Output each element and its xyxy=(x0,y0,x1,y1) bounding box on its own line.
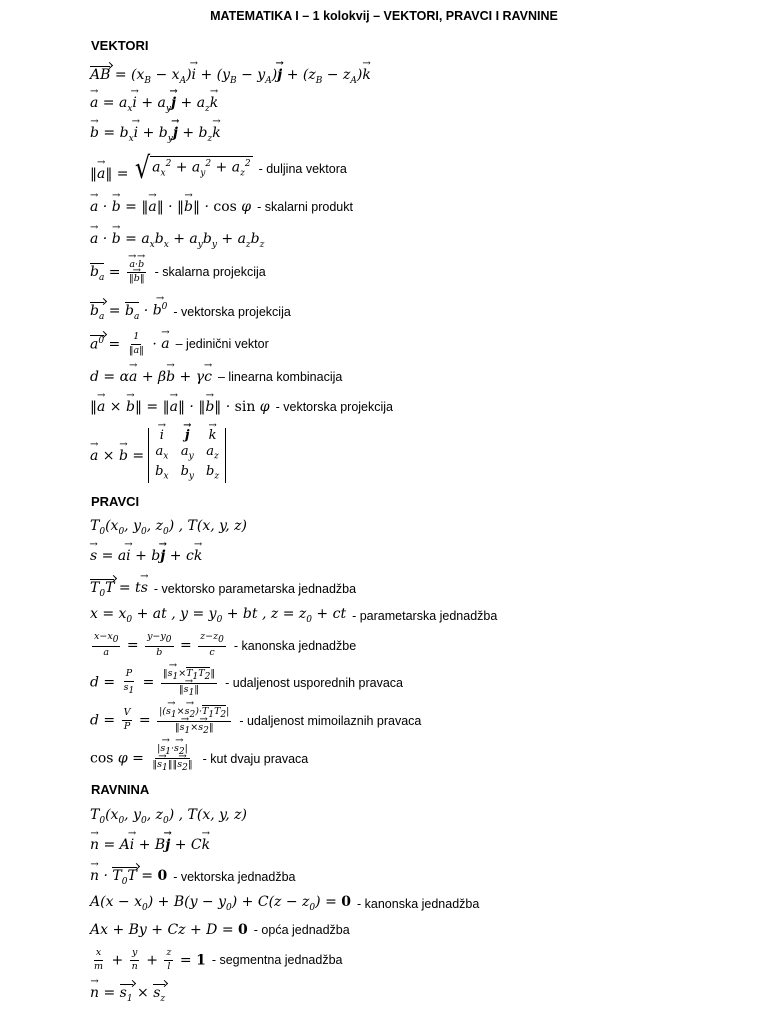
formula-unit-vector: $a^0$ = $\frac{1}{‖a‖}$ · a → – jedinični vektor xyxy=(90,332,269,357)
desc-opca: - opća jednadžba xyxy=(253,923,350,937)
desc-segmentna: - segmentna jednadžba xyxy=(211,953,343,968)
desc-kanonska-ravnina: - kanonska jednadžba xyxy=(357,896,480,911)
formula-points-plane: $T_0(x_0$, $y_0$, $z_0$) , T(x, y, z) xyxy=(90,807,247,826)
formula-direction-vector: s → = ai → + bj → + ck → xyxy=(90,549,202,563)
formula-vector-b: b → = $b_xi$ → + $b_yj$ → + $b_zk$ → xyxy=(90,126,221,144)
formula-vector-ab: AB = $(x_B - x_A)i$ → + $(y_B - y_A)j$ → + $(z_B - z_A)k$ → xyxy=(90,66,371,86)
formula-line-canonical: $\frac{x-x_0}{a}$ = $\frac{y-y_0}{b}$ = $\frac{z-z_0}{c}$ - kanonska jednadžbe xyxy=(94,631,357,659)
desc-vektorsko-parametarska: - vektorsko parametarska jednadžba xyxy=(153,581,357,596)
desc-vektorska-ravnina: - vektorska jednadžba xyxy=(173,869,296,884)
formula-line-vector-parametric: $T_0T$ = ts → - vektorsko parametarska jednadžba xyxy=(90,579,356,599)
desc-jedinicni: – jedinični vektor xyxy=(175,337,269,352)
desc-skalarna-projekcija: - skalarna projekcija xyxy=(154,265,266,280)
formula-plane-general: Ax + By + Cz + D = 0 - opća jednadžba xyxy=(90,922,350,938)
formula-vector-projection: $b_a = b_a \cdot b^0$ → - vektorska projekcija xyxy=(90,302,291,322)
formula-cross-product-determinant: a → × b → = i → j → k → $a_x$ $a_y$ $a_z$ $b_x$ $b_y$ $b_z$ xyxy=(90,428,226,483)
desc-linearna: – linearna kombinacija xyxy=(217,370,343,384)
section-heading-pravci: PRAVCI xyxy=(91,494,140,509)
determinant-matrix: i → j → k → $a_x$ $a_y$ $a_z$ $b_x$ $b_y$ $b_z$ xyxy=(148,428,226,483)
desc-mimoilazni: - udaljenost mimoilaznih pravaca xyxy=(239,713,422,728)
desc-parametarska: - parametarska jednadžba xyxy=(352,608,498,623)
formula-plane-segment: $\frac{x}{m}$ + $\frac{y}{n}$ + $\frac{z}{l}$ = 1 - segmentna jednadžba xyxy=(94,947,343,972)
formula-cross-product-sin: ‖a → × b →‖ = ‖a →‖ · ‖b →‖ · sin φ - vektorska projekcija xyxy=(90,400,393,414)
formula-parallel-distance: d = $\frac{P}{s_1}$ = $\frac{‖s_1 \to\times T_1T_2‖}{‖s_1 \to‖}$ - udaljenost usporednih pravaca xyxy=(90,667,403,698)
desc-duljina: - duljina vektora xyxy=(258,162,347,176)
formula-points-line: $T_0(x_0$, $y_0$, $z_0$) , T(x, y, z) xyxy=(90,518,247,537)
desc-usporedni: - udaljenost usporednih pravaca xyxy=(225,675,404,690)
formula-vector-a: a → = $a_xi$ → + $a_yj$ → + $a_zk$ → xyxy=(90,96,218,114)
formula-linear-combination: d = αa → + βb → + γc → – linearna kombinacija xyxy=(90,370,342,384)
formula-normal-cross-product: n → = $s_1 \times s_z$ xyxy=(90,984,165,1004)
formula-scalar-projection: $b_a$ = $\frac{a \to\cdot b \to}{‖b \to‖}$ - skalarna projekcija xyxy=(90,260,266,285)
formula-dot-product-cos: a → · b → = ‖a →‖ · ‖b →‖ · cos φ - skalarni produkt xyxy=(90,200,353,214)
formula-vector-length: ‖a →‖ = √ $a_x^2 + a_y^2 + a_z^2$ - duljina vektora xyxy=(90,156,347,182)
desc-skalarni-produkt: - skalarni produkt xyxy=(257,200,353,214)
formula-skew-distance: d = $\frac{V}{P}$ = $\frac{|(s_1 \to\times s_2 \to)\cdot T_1T_2|}{‖s_1 \to\times s_2 \to‖}$ - udaljenost mimoilaznih pravaca xyxy=(90,705,421,736)
desc-kut: - kut dvaju pravaca xyxy=(202,751,309,766)
section-heading-ravnina: RAVNINA xyxy=(91,782,150,797)
formula-normal-vector: n → = Ai → + Bj → + Ck → xyxy=(90,838,210,852)
desc-vektorska-projekcija-1: - vektorska projekcija xyxy=(173,304,291,319)
desc-kanonska-pravac: - kanonska jednadžbe xyxy=(233,638,357,653)
formula-plane-vector: n → · $T_0T = 0$ - vektorska jednadžba xyxy=(90,867,296,887)
formula-plane-canonical: $A(x - x_0) + B(y - y_0) + C(z - z_0) = 0$ - kanonska jednadžba xyxy=(90,894,480,913)
formula-dot-product-components: a → · b → = $a_xb_x + a_yb_y + a_zb_z$ xyxy=(90,232,264,250)
formula-line-angle: cos φ = $\frac{|s_1 \to\cdot s_2 \to|}{‖s_1 \to‖‖s_2 \to‖}$ - kut dvaju pravaca xyxy=(90,744,308,773)
page-title: MATEMATIKA I – 1 kolokvij – VEKTORI, PRAVCI I RAVNINE xyxy=(210,9,558,23)
section-heading-vektori: VEKTORI xyxy=(91,38,149,53)
desc-vektorska-projekcija-2: - vektorska projekcija xyxy=(275,400,394,414)
formula-line-parametric: $x = x_0$ + at , $y = y_0$ + bt , $z = z_0$ + ct - parametarska jednadžba xyxy=(90,606,498,625)
